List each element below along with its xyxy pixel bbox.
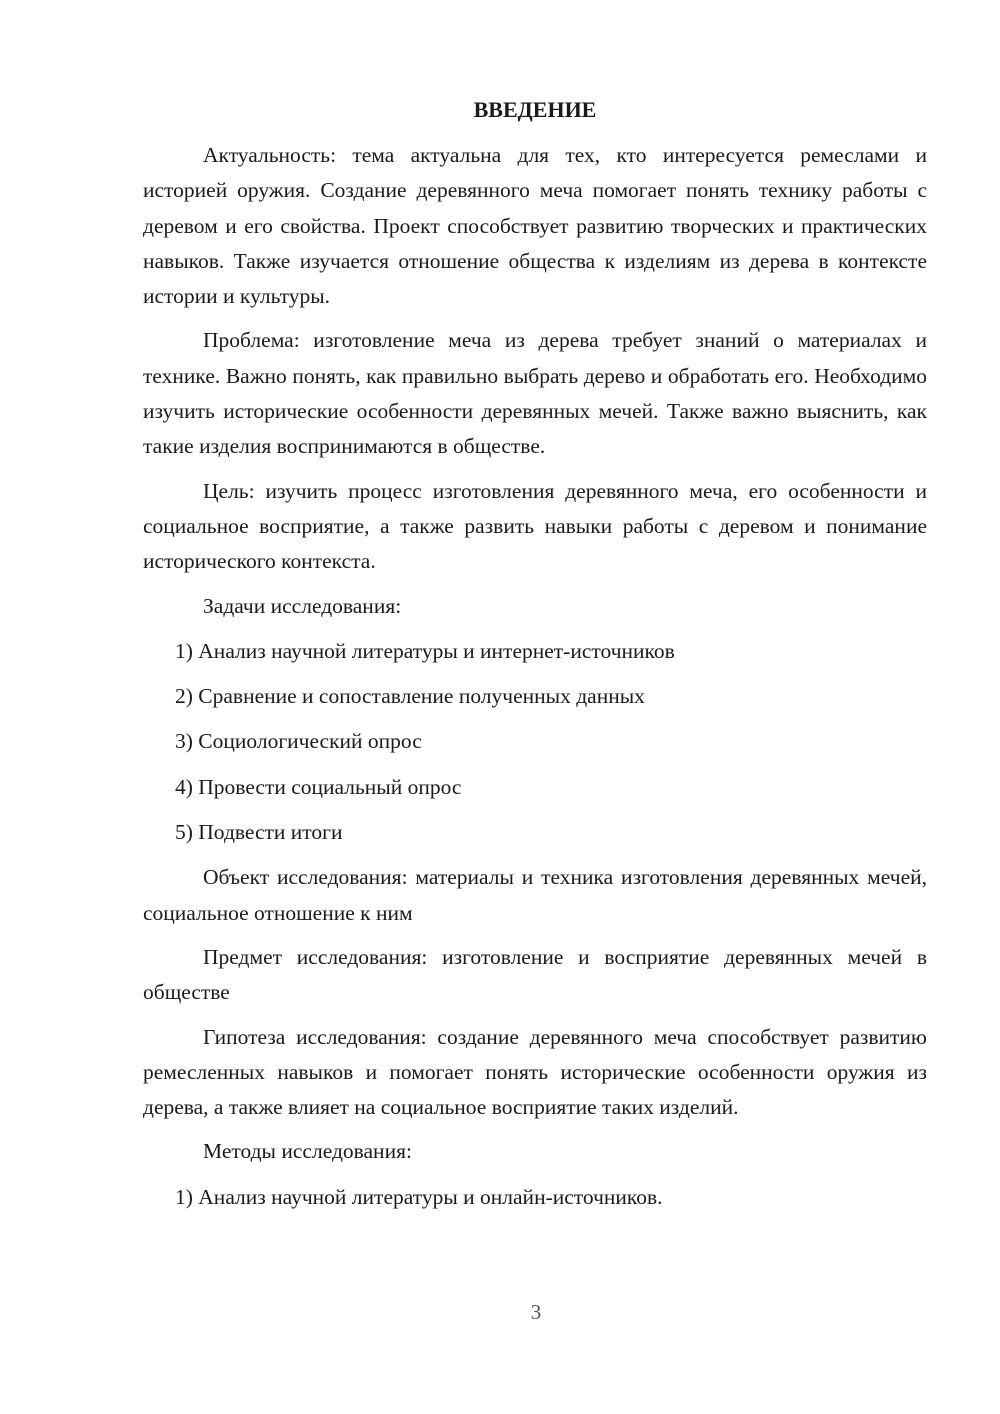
methods-label: Методы исследования:	[203, 1139, 412, 1164]
methods-list	[143, 1180, 927, 1215]
section-heading: ВВЕДЕНИЕ	[473, 97, 597, 122]
list-item: 2) Сравнение и сопоставление полученных данных	[175, 684, 645, 709]
list-item: 1) Анализ научной литературы и интернет-источников	[175, 638, 675, 663]
list-item: 5) Подвести итоги	[175, 820, 343, 845]
list-item: 3) Социологический опрос	[175, 729, 422, 754]
page-content	[143, 96, 927, 1225]
page-number: 3	[530, 1300, 542, 1324]
list-item: 1) Анализ научной литературы и онлайн-источников.	[175, 1184, 663, 1209]
list-item: 4) Провести социальный опрос	[175, 774, 462, 799]
subject-paragraph: Предмет исследования: изготовление и восприятие деревянных мечей в обществе	[143, 944, 927, 1005]
problem-paragraph: Проблема: изготовление меча из дерева требует знаний о материалах и технике. Важно понять, как правильно выбрать дерево и обработать его. Необходимо изучить исторические особенности деревянных мечей. Также важно выяснить, как такие изделия воспринимаются в обществе.	[143, 328, 927, 459]
hypothesis-paragraph: Гипотеза исследования: создание деревянного меча способствует развитию ремесленных навыков и помогает понять исторические особенности оружия из дерева, а также влияет на социальное восприятие таких изделий.	[143, 1024, 927, 1120]
object-paragraph: Объект исследования: материалы и техника изготовления деревянных мечей, социальное отношение к ним	[143, 865, 927, 925]
goal-paragraph: Цель: изучить процесс изготовления деревянного меча, его особенности и социальное восприятие, а также развить навыки работы с деревом и понимание исторического контекста.	[143, 478, 927, 574]
tasks-label: Задачи исследования:	[203, 593, 402, 618]
relevance-paragraph: Актуальность: тема актуальна для тех, кто интересуется ремеслами и историей оружия. Создание деревянного меча помогает понять технику работы с деревом и его свойства. Проект способствует развитию творческих и практических навыков. Также изучается отношение общества к изделиям из дерева в контексте истории и культуры.	[143, 143, 927, 309]
tasks-list	[143, 634, 927, 850]
